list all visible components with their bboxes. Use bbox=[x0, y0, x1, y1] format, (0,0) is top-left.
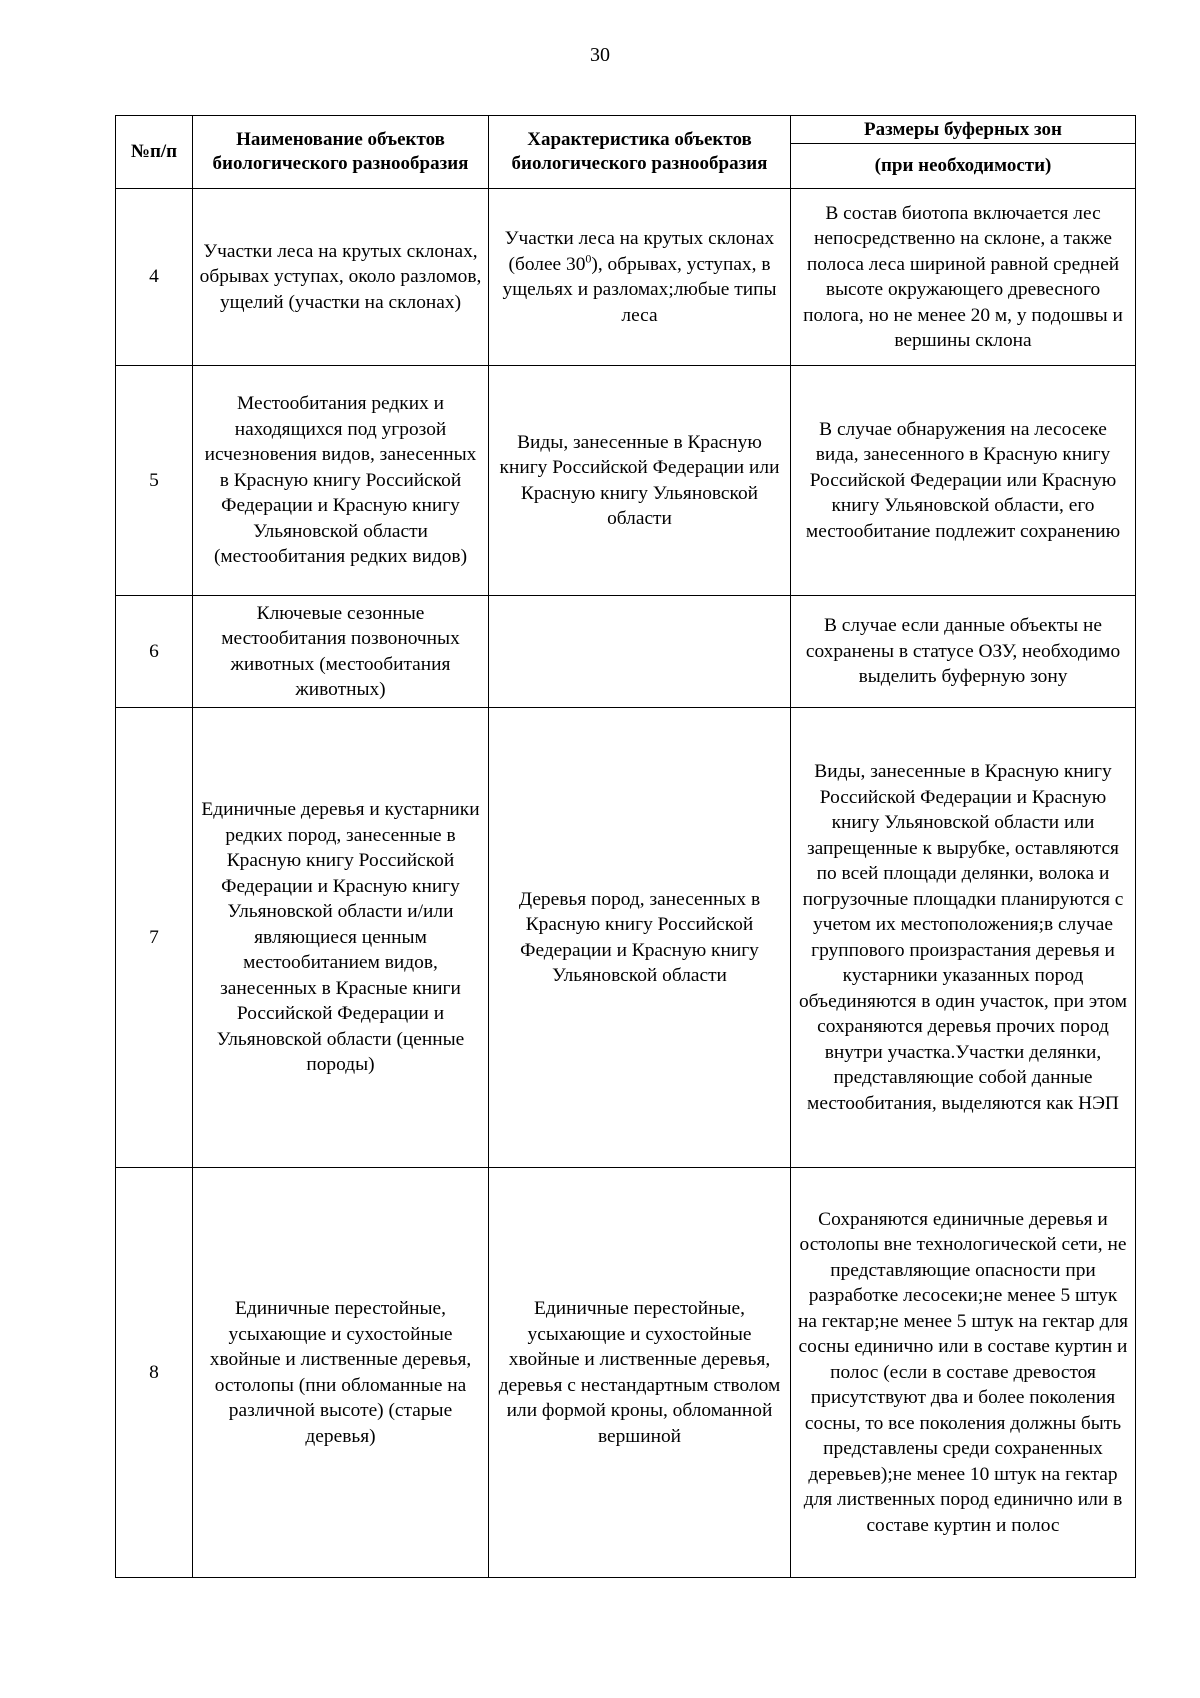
table-row bbox=[116, 708, 1136, 1168]
header-name: Наименование объектов биологического разнообразия bbox=[193, 116, 489, 189]
row-name: Единичные перестойные, усыхающие и сухостойные хвойные и лиственные деревья, остолопы (пни обломанные на различной высоте) (старые деревья) bbox=[193, 1168, 489, 1578]
row-num: 6 bbox=[116, 596, 193, 708]
row-num: 5 bbox=[116, 366, 193, 596]
row-buffer: Виды, занесенные в Красную книгу Российской Федерации и Красную книгу Ульяновской области или запрещенные к вырубке, оставляются по всей площади делянки, волока и погрузочные площадки планируются с учетом их местоположения;в случае группового произрастания деревья и кустарники указанных пород объединяются в один участок, при этом сохраняются деревья прочих пород внутри участка.Участки делянки, представляющие собой данные местообитания, выделяются как НЭП bbox=[791, 708, 1136, 1168]
header-buffer-top: Размеры буферных зон bbox=[791, 116, 1136, 144]
row-characteristics: Единичные перестойные, усыхающие и сухостойные хвойные и лиственные деревья, деревья с нестандартным стволом или формой кроны, обломанной вершиной bbox=[489, 1168, 791, 1578]
row-name: Ключевые сезонные местообитания позвоночных животных (местообитания животных) bbox=[193, 596, 489, 708]
row-num: 8 bbox=[116, 1168, 193, 1578]
row-characteristics bbox=[489, 596, 791, 708]
header-num: №п/п bbox=[116, 116, 193, 189]
row-buffer: Сохраняются единичные деревья и остолопы вне технологической сети, не представляющие опасности при разработке лесосеки;не менее 5 штук на гектар;не менее 5 штук на гектар для сосны единично или в составе куртин и полос (если в составе древостоя присутствуют два и более поколения сосны, то все поколения должны быть представлены среди сохраненных деревьев);не менее 10 штук на гектар для лиственных пород единично или в составе куртин и полос bbox=[791, 1168, 1136, 1578]
row-characteristics-after: ), обрывах, уступах, в ущельях и разломах;любые типы леса bbox=[502, 253, 777, 326]
row-num: 7 bbox=[116, 708, 193, 1168]
row-characteristics: Виды, занесенные в Красную книгу Российской Федерации или Красную книгу Ульяновской области bbox=[489, 366, 791, 596]
table-row bbox=[116, 189, 1136, 366]
row-characteristics-before: Участки леса на крутых склонах (более 30 bbox=[504, 228, 775, 275]
row-buffer: В состав биотопа включается лес непосредственно на склоне, а также полоса леса шириной равной средней высоте окружающего древесного полога, но не менее 20 м, у подошвы и вершины склона bbox=[791, 189, 1136, 366]
header-buffer-bottom: (при необходимости) bbox=[791, 144, 1136, 189]
row-buffer: В случае если данные объекты не сохранены в статусе ОЗУ, необходимо выделить буферную зону bbox=[791, 596, 1136, 708]
row-name: Местообитания редких и находящихся под угрозой исчезновения видов, занесенных в Красную книгу Российской Федерации и Красную книгу Ульяновской области (местообитания редких видов) bbox=[193, 366, 489, 596]
table-row bbox=[116, 1168, 1136, 1578]
row-name: Участки леса на крутых склонах, обрывах уступах, около разломов, ущелий (участки на склонах) bbox=[193, 189, 489, 366]
table-row bbox=[116, 366, 1136, 596]
row-buffer: В случае обнаружения на лесосеке вида, занесенного в Красную книгу Российской Федерации или Красную книгу Ульяновской области, его местообитание подлежит сохранению bbox=[791, 366, 1136, 596]
biodiversity-table bbox=[115, 115, 1136, 1578]
row-characteristics: Деревья пород, занесенных в Красную книгу Российской Федерации и Красную книгу Ульяновской области bbox=[489, 708, 791, 1168]
row-characteristics-sup: 0 bbox=[585, 251, 592, 266]
header-characteristics: Характеристика объектов биологического разнообразия bbox=[489, 116, 791, 189]
table-row bbox=[116, 596, 1136, 708]
page-number: 30 bbox=[590, 44, 610, 66]
row-name: Единичные деревья и кустарники редких пород, занесенные в Красную книгу Российской Федерации и Красную книгу Ульяновской области и/или являющиеся ценным местообитанием видов, занесенных в Красные книги Российской Федерации и Ульяновской области (ценные породы) bbox=[193, 708, 489, 1168]
row-characteristics bbox=[489, 189, 791, 366]
row-num: 4 bbox=[116, 189, 193, 366]
